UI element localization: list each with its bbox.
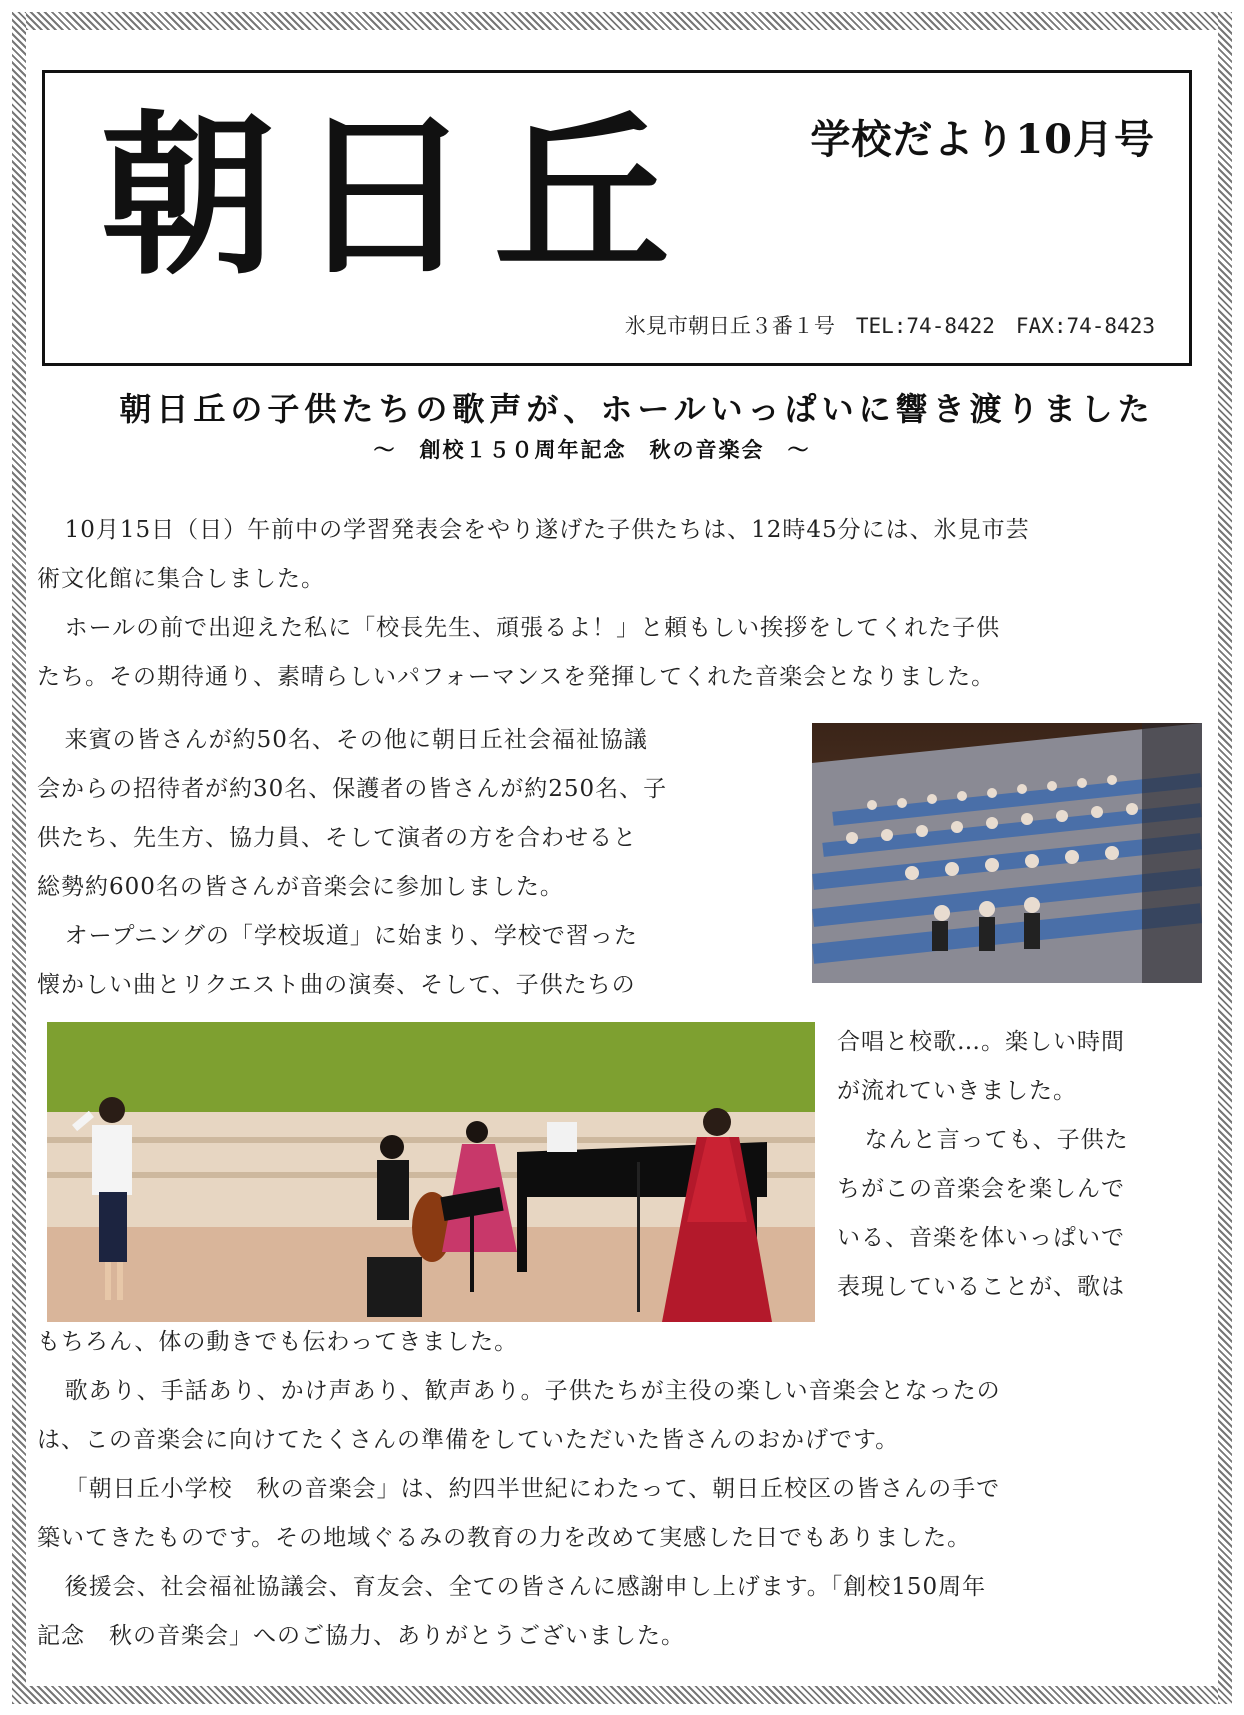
article-subheadline: ～ 創校１５０周年記念 秋の音楽会 ～ bbox=[373, 438, 811, 462]
paragraph-5-line-1: なんと言っても、子供た bbox=[864, 1127, 1129, 1153]
page-border-bottom bbox=[12, 1686, 1232, 1704]
paragraph-8-line-1: 後援会、社会福祉協議会、育友会、全ての皆さんに感謝申し上げます。「創校150周年 bbox=[64, 1574, 987, 1600]
paragraph-4-line-1: オープニングの「学校坂道」に始まり、学校で習った bbox=[64, 923, 638, 949]
paragraph-7-line-1: 「朝日丘小学校 秋の音楽会」は、約四半世紀にわたって、朝日丘校区の皆さんの手で bbox=[64, 1476, 1001, 1502]
paragraph-8-line-2: 記念 秋の音楽会」へのご協力、ありがとうございました。 bbox=[37, 1623, 685, 1649]
paragraph-4-cont-line-2: が流れていきました。 bbox=[837, 1078, 1077, 1104]
paragraph-3-line-1: 来賓の皆さんが約50名、その他に朝日丘社会福祉協議 bbox=[64, 727, 648, 753]
concert-stage-photo bbox=[47, 1022, 815, 1322]
paragraph-5-line-4: 表現していることが、歌は bbox=[837, 1274, 1125, 1300]
paragraph-2-line-1: ホールの前で出迎えた私に「校長先生、頑張るよ！」と頼もしい挨拶をしてくれた子供 bbox=[64, 615, 1001, 641]
audience-photo bbox=[812, 723, 1202, 983]
paragraph-3-line-3: 供たち、先生方、協力員、そして演者の方を合わせると bbox=[37, 825, 637, 851]
paragraph-3-line-2: 会からの招待者が約30名、保護者の皆さんが約250名、子 bbox=[37, 776, 668, 802]
right-column-text bbox=[837, 1018, 1129, 1312]
left-column-text bbox=[37, 716, 667, 1010]
issue-title: 学校だより10月号 bbox=[810, 116, 1155, 163]
paragraph-5-line-2: ちがこの音楽会を楽しんで bbox=[837, 1176, 1125, 1202]
paragraph-7-line-2: 築いてきたものです。その地域ぐるみの教育の力を改めて実感した日でもありました。 bbox=[37, 1525, 972, 1551]
paragraph-1-line-2: 術文化館に集合しました。 bbox=[37, 566, 325, 592]
paragraph-4-line-2: 懐かしい曲とリクエスト曲の演奏、そして、子供たちの bbox=[37, 972, 636, 998]
page-border-top bbox=[12, 12, 1232, 30]
paragraph-5-line-3: いる、音楽を体いっぱいで bbox=[837, 1225, 1125, 1251]
article-headline: 朝日丘の子供たちの歌声が、ホールいっぱいに響き渡りました bbox=[119, 390, 1155, 428]
paragraph-4-cont-line-1: 合唱と校歌…。楽しい時間 bbox=[837, 1029, 1125, 1055]
paragraph-5-cont: もちろん、体の動きでも伝わってきました。 bbox=[37, 1329, 519, 1355]
school-name: 朝日丘 bbox=[100, 96, 691, 299]
page-border-left bbox=[12, 12, 26, 1704]
paragraph-2-line-2: たち。その期待通り、素晴らしいパフォーマンスを発揮してくれた音楽会となりました。 bbox=[37, 664, 996, 690]
paragraph-6-line-2: は、この音楽会に向けてたくさんの準備をしていただいた皆さんのおかげです。 bbox=[37, 1427, 900, 1453]
school-address: 氷見市朝日丘３番１号 TEL:74-8422 FAX:74-8423 bbox=[624, 314, 1155, 338]
paragraph-1-line-1: 10月15日（日）午前中の学習発表会をやり遂げた子供たちは、12時45分には、氷見市芸 bbox=[64, 517, 1030, 543]
paragraph-6-line-1: 歌あり、手話あり、かけ声あり、歓声あり。子供たちが主役の楽しい音楽会となったの bbox=[64, 1378, 1001, 1404]
page-border-right bbox=[1218, 12, 1232, 1704]
intro-text bbox=[37, 506, 1030, 702]
paragraph-3-line-4: 総勢約600名の皆さんが音楽会に参加しました。 bbox=[37, 874, 564, 900]
closing-text bbox=[37, 1318, 1001, 1661]
masthead bbox=[42, 70, 1192, 366]
